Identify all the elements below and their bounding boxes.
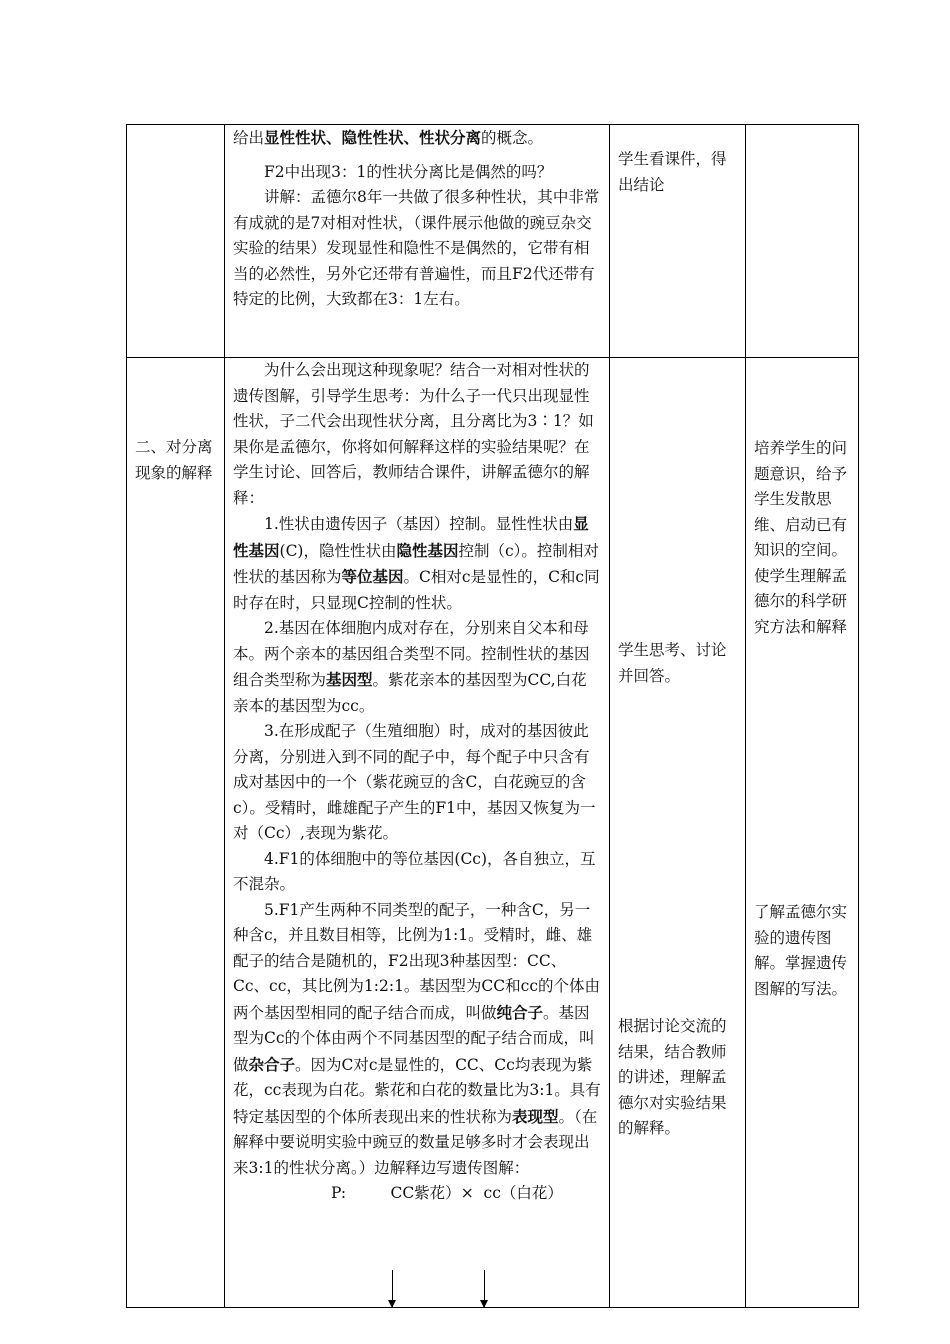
explanation-text: 讲解：孟德尔8年一共做了很多种性状，其中非常有成就的是7对相对性状，（课件展示他做的豌豆杂交实验的结果）发现显性和隐性不是偶然的，它带有相当的必然性，另外它还带有普遍性，而且F2代还带有特定的比例，大致都在3：1左右。: [233, 188, 600, 308]
point-5: 5.F1产生两种不同类型的配子，一种含C，另一种含c，并且数目相等，比例为1:1。受精时，雌、雄配子的结合是随机的，F2出现3种基因型：CC、Cc、cc，其比例为1:2:1。基因型为CC和cc的个体由两个基因型相同的配子结合而成，叫做纯合子。基因型为Cc的个体由两个不同基因型的配子结合而成，叫做杂合子。因为C对c是显性的，CC、Cc均表现为紫花，cc表现为白花。紫花和白花的数量比为3:1。具有特定基因型的个体所表现出来的性状称为表现型。（在解释中要说明实验中豌豆的数量足够多时才会表现出来3:1的性状分离。）边解释边写遗传图解：: [233, 900, 601, 1177]
arrow-down-icon: [392, 1270, 393, 1307]
lesson-plan-table: [126, 124, 859, 1308]
point-3: 3.在形成配子（生殖细胞）时，成对的基因彼此分离，分别进入到不同的配子中，每个配子中只含有成对基因中的一个（紫花豌豆的含C，白花豌豆的含c）。受精时，雌雄配子产生的F1中，基因又恢复为一对（Cc）,表现为紫花。: [233, 722, 596, 842]
stage-cell: [127, 358, 225, 1308]
table-row: [127, 358, 859, 1308]
goal-cell: [746, 125, 859, 358]
point-4: 4.F1的体细胞中的等位基因(Cc)，各自独立，互不混杂。: [233, 849, 596, 893]
point-1: 1.性状由遗传因子（基因）控制。显性性状由显性基因(C)，隐性性状由隐性基因控制（c）。控制相对性状的基因称为等位基因。C相对c是显性的，C和c同时存在时，只显现C控制的性状。: [233, 514, 600, 612]
stage-cell: [127, 125, 225, 358]
teaching-content-cell: [225, 358, 610, 1308]
intro-text: 为什么会出现这种现象呢？结合一对相对性状的遗传图解，引导学生思考：为什么子一代只出现显性性状，子二代会出现性状分离，且分离比为3∶1？如果你是孟德尔，你将如何解释这样的实验结果呢？在学生讨论、回答后，教师结合课件，讲解孟德尔的解释：: [233, 361, 594, 507]
teaching-content-cell: [225, 125, 610, 358]
bold-term: 显性性状、隐性性状、性状分离: [264, 128, 482, 147]
arrow-down-icon: [484, 1270, 485, 1307]
student-activity-cell: 学生思考、讨论并回答。 根据讨论交流的结果，结合教师的讲述，理解孟德尔对实验结果的解释。: [610, 358, 746, 1308]
table-row: [127, 125, 859, 358]
genetic-diagram-line: P: CC紫花）× cc（白花）: [331, 1184, 563, 1202]
stage-title: 二、对分离现象的解释: [135, 438, 213, 482]
student-activity-cell: 学生看课件，得出结论: [610, 125, 746, 358]
question-text: F2中出现3：1的性状分离比是偶然的吗？: [264, 162, 553, 181]
concept-line: 给出显性性状、隐性性状、性状分离的概念。: [233, 128, 544, 147]
point-2: 2.基因在体细胞内成对存在，分别来自父本和母本。两个亲本的基因组合类型不同。控制性状的基因组合类型称为基因型。紫花亲本的基因型为CC,白花亲本的基因型为cc。: [233, 619, 590, 715]
goal-cell: 培养学生的问题意识，给予学生发散思维、启动已有知识的空间。使学生理解孟德尔的科学研究方法和解释 了解孟德尔实验的遗传图解。掌握遗传图解的写法。: [746, 358, 859, 1308]
